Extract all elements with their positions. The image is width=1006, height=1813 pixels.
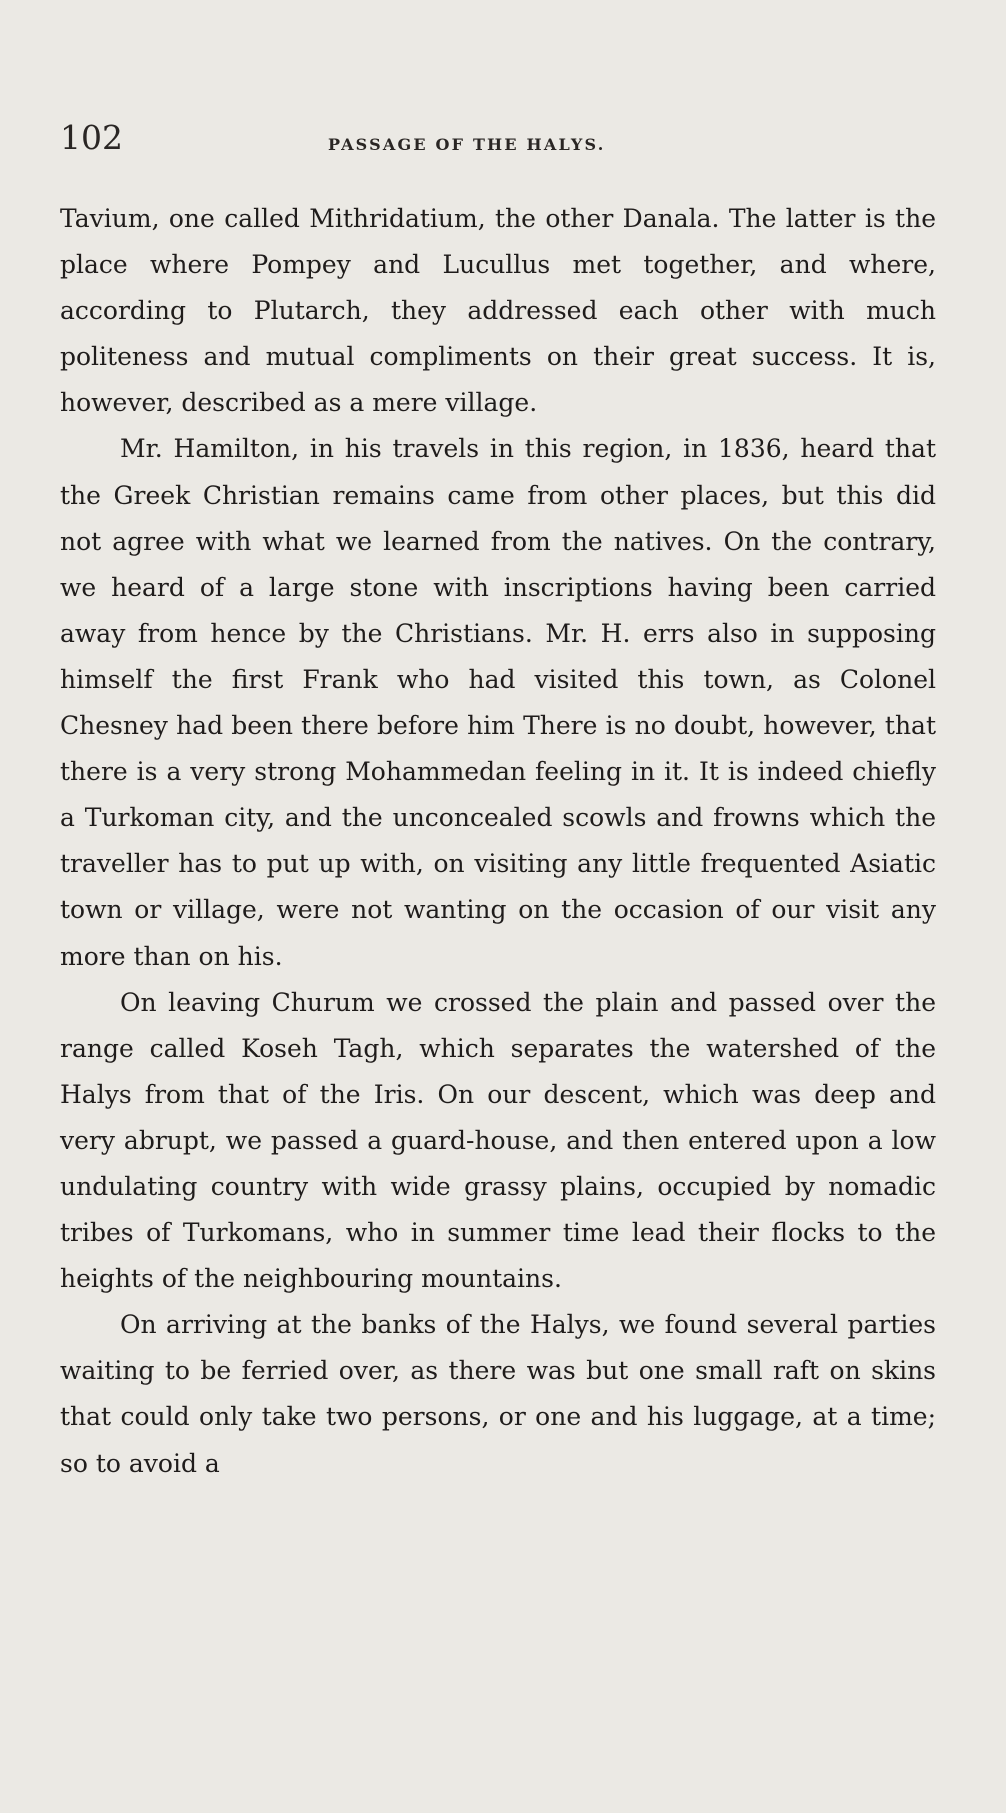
paragraph-4: On arriving at the banks of the Halys, we found several parties waiting to be ferried over, as there was but one small raft on skins that could only take two persons, or one and his luggage, at a time; so to avoid a <box>60 1310 936 1478</box>
paragraph-3: On leaving Churum we crossed the plain and passed over the range called Koseh Tagh, which separates the watershed of the Halys from that of the Iris. On our descent, which was deep and very abrupt, we passed a guard-house, and then entered upon a low undulating country with wide grassy plains, occupied by nomadic tribes of Turkomans, who in summer time lead their flocks to the heights of the neighbouring mountains. <box>60 987 936 1294</box>
page-number: 102 <box>60 118 123 157</box>
body-text <box>60 196 936 1487</box>
page-header <box>60 118 936 158</box>
running-head: PASSAGE OF THE HALYS. <box>328 135 606 154</box>
paragraph-1: Tavium, one called Mithridatium, the other Danala. The latter is the place where Pompey and Lucullus met together, and where, according to Plutarch, they addressed each other with much politeness and mutual compliments on their great success. It is, however, described as a mere village. <box>60 204 936 418</box>
paragraph-2: Mr. Hamilton, in his travels in this region, in 1836, heard that the Greek Christian remains came from other places, but this did not agree with what we learned from the natives. On the contrary, we heard of a large stone with inscriptions having been carried away from hence by the Christians. Mr. H. errs also in supposing himself the first Frank who had visited this town, as Colonel Chesney had been there before him There is no doubt, however, that there is a very strong Mohammedan feeling in it. It is indeed chiefly a Turkoman city, and the unconcealed scowls and frowns which the traveller has to put up with, on visiting any little frequented Asiatic town or village, were not wanting on the occasion of our visit any more than on his. <box>60 434 936 971</box>
